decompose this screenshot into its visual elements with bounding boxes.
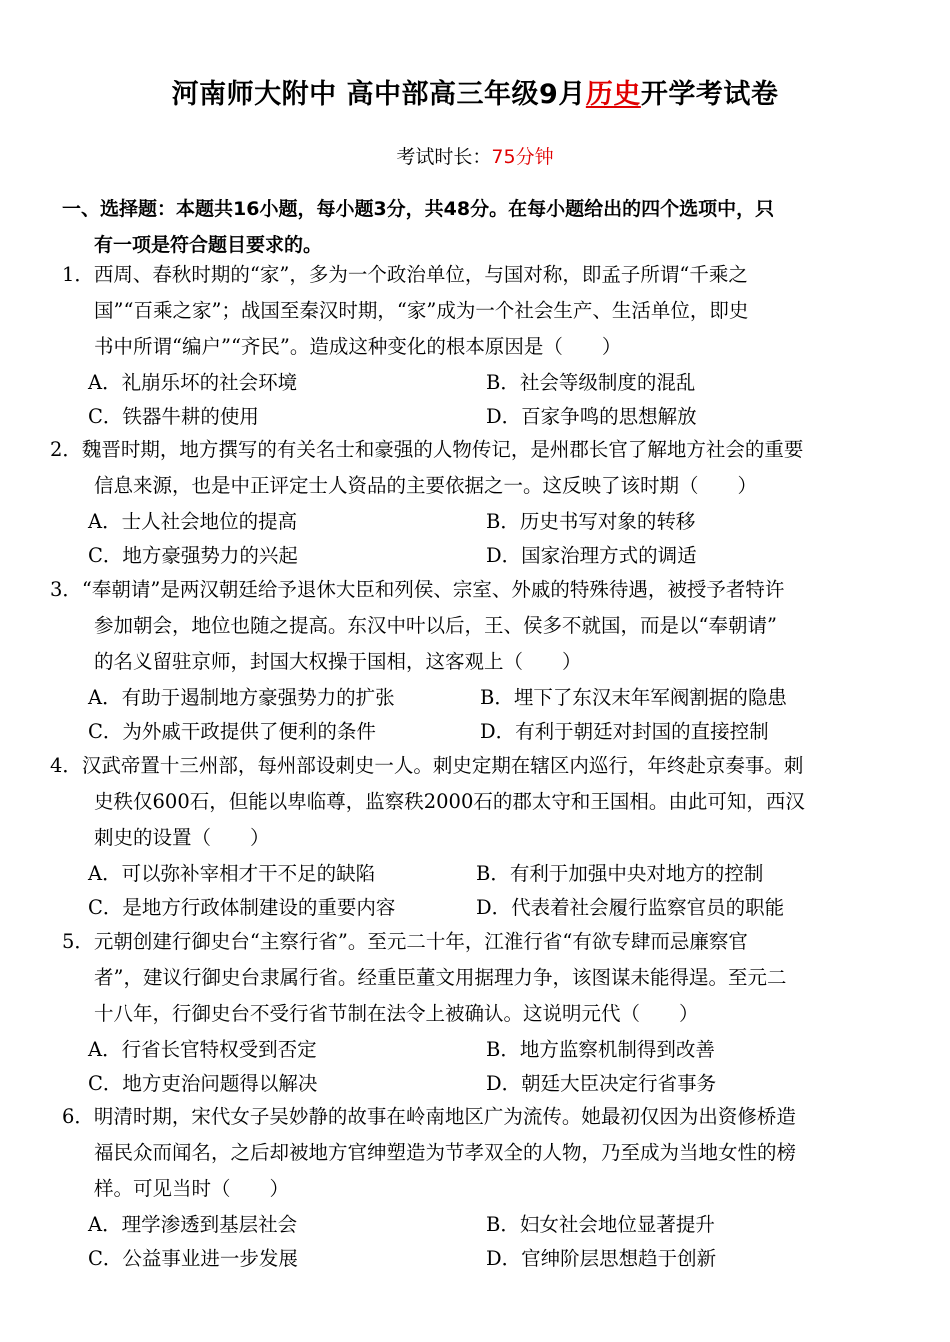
question-stem-line: 4．汉武帝置十三州部，每州部设刺史一人。刺史定期在辖区内巡行，年终赴京奏事。刺 — [50, 754, 804, 777]
exam-duration — [0, 142, 950, 169]
option-a: A．礼崩乐坏的社会环境 — [88, 371, 298, 394]
option-c: C．为外戚干政提供了便利的条件 — [88, 720, 376, 743]
question-stem-line: 2．魏晋时期，地方撰写的有关名士和豪强的人物传记，是州郡长官了解地方社会的重要 — [50, 438, 804, 461]
option-d: D．国家治理方式的调适 — [486, 544, 697, 567]
question-options — [50, 856, 910, 926]
question-stem-line: 参加朝会，地位也随之提高。东汉中叶以后，王、侯多不就国，而是以“奉朝请” — [94, 614, 777, 637]
option-d: D．代表着社会履行监察官员的职能 — [476, 896, 785, 919]
question-6 — [62, 1099, 922, 1277]
question-stem-line: 书中所谓“编户”“齐民”。造成这种变化的根本原因是（ ） — [94, 335, 622, 358]
question-options — [50, 680, 910, 750]
question-options — [50, 504, 910, 574]
section-heading-line: 有一项是符合题目要求的。 — [94, 234, 323, 256]
question-4 — [50, 748, 910, 926]
option-b: B．历史书写对象的转移 — [486, 510, 696, 533]
title-subject: 历史 — [585, 79, 641, 110]
option-a: A．有助于遏制地方豪强势力的扩张 — [88, 686, 395, 709]
option-b: B．社会等级制度的混乱 — [486, 371, 696, 394]
option-b: B．地方监察机制得到改善 — [486, 1038, 715, 1061]
option-d: D．官绅阶层思想趋于创新 — [486, 1247, 717, 1270]
question-1 — [62, 257, 922, 435]
option-b: B．埋下了东汉末年军阀割据的隐患 — [480, 686, 787, 709]
question-options — [62, 1032, 922, 1102]
option-d: D．朝廷大臣决定行省事务 — [486, 1072, 717, 1095]
option-a: A．可以弥补宰相才干不足的缺陷 — [88, 862, 376, 885]
section-heading — [62, 191, 892, 263]
question-stem-line: 国”“百乘之家”；战国至秦汉时期，“家”成为一个社会生产、生活单位，即史 — [94, 299, 749, 322]
option-a: A．行省长官特权受到否定 — [88, 1038, 317, 1061]
option-a: A．理学渗透到基层社会 — [88, 1213, 298, 1236]
question-stem-line: 样。可见当时（ ） — [94, 1177, 290, 1200]
question-stem-line: 的名义留驻京师，封国大权操于国相，这客观上（ ） — [94, 650, 582, 673]
option-b: B．妇女社会地位显著提升 — [486, 1213, 715, 1236]
question-5 — [62, 924, 922, 1102]
question-stem-line: 信息来源，也是中正评定士人资品的主要依据之一。这反映了该时期（ ） — [94, 474, 758, 497]
option-c: C．地方吏治问题得以解决 — [88, 1072, 318, 1095]
question-stem-line: 6．明清时期，宋代女子吴妙静的故事在岭南地区广为流传。她最初仅因为出资修桥造 — [62, 1105, 796, 1128]
option-c: C．公益事业进一步发展 — [88, 1247, 298, 1270]
question-stem-line: 福民众而闻名，之后却被地方官绅塑造为节孝双全的人物，乃至成为当地女性的榜 — [94, 1141, 797, 1164]
option-a: A．士人社会地位的提高 — [88, 510, 298, 533]
exam-title — [0, 72, 950, 111]
question-stem-line: 1．西周、春秋时期的“家”，多为一个政治单位，与国对称，即孟子所谓“千乘之 — [62, 263, 748, 286]
question-stem-line: 者”，建议行御史台隶属行省。经重臣董文用据理力争，该图谋未能得逞。至元二 — [94, 966, 787, 989]
duration-value: 75分钟 — [491, 146, 554, 168]
title-suffix: 开学考试卷 — [640, 79, 779, 110]
duration-label: 考试时长： — [396, 146, 492, 168]
title-prefix: 河南师大附中 高中部高三年级9月 — [171, 79, 586, 110]
question-2 — [50, 432, 910, 574]
question-stem-line: 刺史的设置（ ） — [94, 826, 270, 849]
question-stem-line: 十八年，行御史台不受行省节制在法令上被确认。这说明元代（ ） — [94, 1002, 699, 1025]
question-options — [62, 1207, 922, 1277]
option-d: D．有利于朝廷对封国的直接控制 — [480, 720, 769, 743]
section-heading-line: 一、选择题：本题共16小题，每小题3分，共48分。在每小题给出的四个选项中，只 — [62, 198, 775, 220]
question-stem-line: 史秩仅600石，但能以卑临尊，监察秩2000石的郡太守和王国相。由此可知，西汉 — [94, 790, 805, 813]
question-3 — [50, 572, 910, 750]
question-stem-line: 5．元朝创建行御史台“主察行省”。至元二十年，江淮行省“有欲专肆而忌廉察官 — [62, 930, 748, 953]
option-b: B．有利于加强中央对地方的控制 — [476, 862, 764, 885]
option-c: C．铁器牛耕的使用 — [88, 405, 259, 428]
option-d: D．百家争鸣的思想解放 — [486, 405, 697, 428]
question-options — [62, 365, 922, 435]
option-c: C．地方豪强势力的兴起 — [88, 544, 298, 567]
option-c: C．是地方行政体制建设的重要内容 — [88, 896, 396, 919]
question-stem-line: 3．“奉朝请”是两汉朝廷给予退休大臣和列侯、宗室、外戚的特殊待遇，被授予者特许 — [50, 578, 785, 601]
